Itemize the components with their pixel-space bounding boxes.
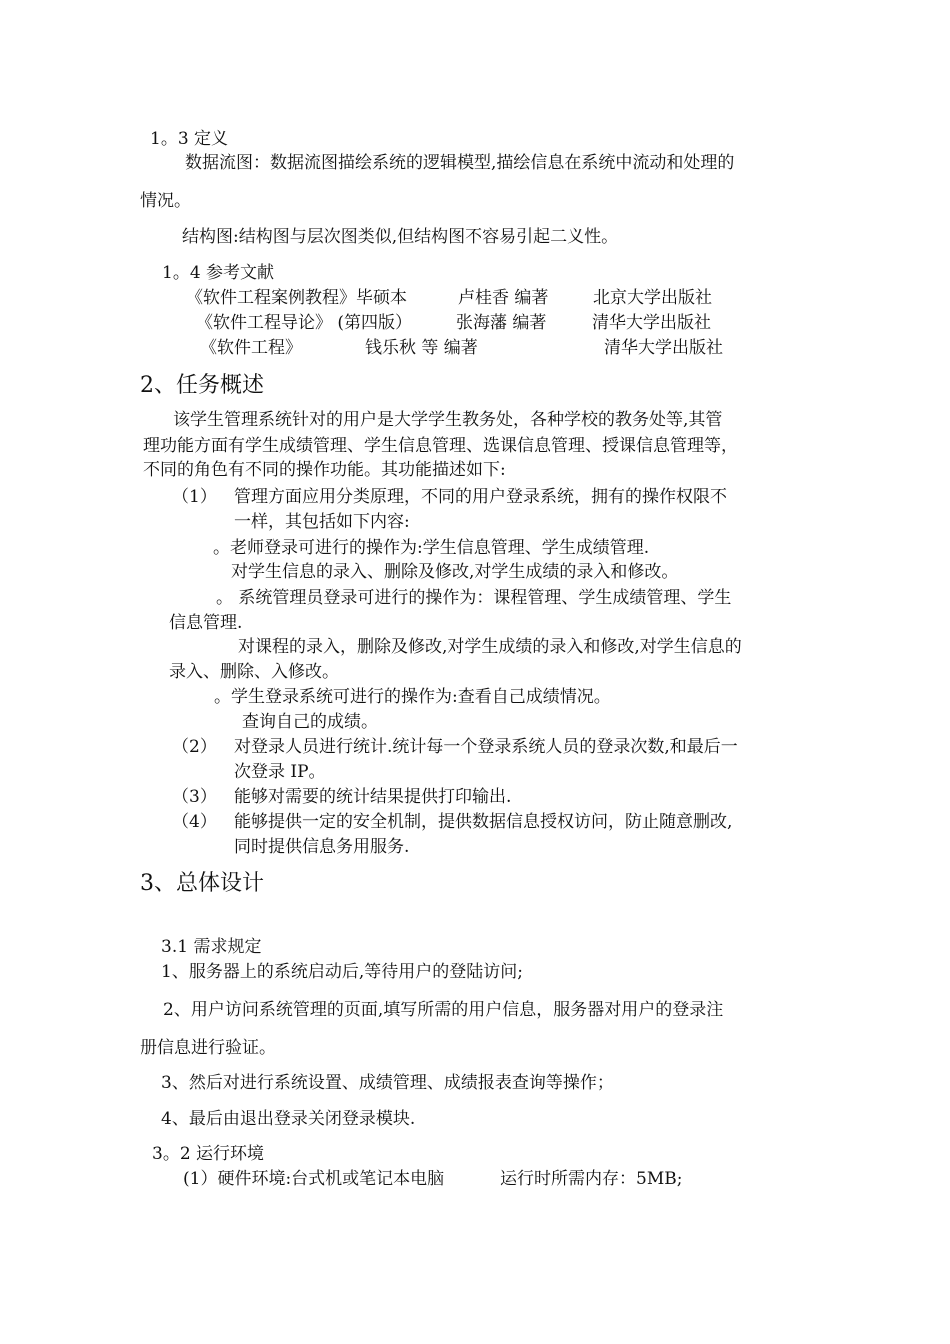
reference-authors: 张海藩 编著 [456,313,547,333]
list-item-2-line2: 次登录 IP。 [234,762,326,782]
list-item-number: （1） [172,487,217,507]
runtime-memory: 运行时所需内存：5MB; [500,1169,683,1189]
list-item-number: （2） [172,737,217,757]
admin-permissions-line4: 录入、删除、入修改。 [169,662,339,682]
list-item-3-line1: 能够对需要的统计结果提供打印输出. [234,787,512,807]
requirement-3: 3、然后对进行系统设置、成绩管理、成绩报表查询等操作； [161,1073,614,1093]
student-permissions-line1: 。学生登录系统可进行的操作为:查看自己成绩情况。 [214,687,611,707]
teacher-permissions-line2: 对学生信息的录入、删除及修改,对学生成绩的录入和修改。 [231,562,679,582]
subsection-3-2-heading: 3。2 运行环境 [152,1144,265,1164]
hardware-environment: (1）硬件环境:台式机或笔记本电脑 [183,1169,445,1189]
section-1-3-heading: 1。3 定义 [150,129,229,149]
reference-authors: 钱乐秋 等 编著 [365,338,478,358]
reference-publisher: 北京大学出版社 [593,288,712,308]
dfd-definition-line1: 数据流图：数据流图描绘系统的逻辑模型,描绘信息在系统中流动和处理的 [185,153,735,173]
section-1-4-heading: 1。4 参考文献 [162,263,275,283]
requirement-2-line1: 2、用户访问系统管理的页面,填写所需的用户信息，服务器对用户的登录注 [163,1000,724,1020]
structure-chart-definition: 结构图:结构图与层次图类似,但结构图不容易引起二义性。 [182,227,619,247]
requirement-1: 1、服务器上的系统启动后,等待用户的登陆访问; [161,962,523,982]
teacher-permissions-line1: 。老师登录可进行的操作为:学生信息管理、学生成绩管理. [213,538,650,558]
list-item-1-line1: 管理方面应用分类原理，不同的用户登录系统，拥有的操作权限不 [234,487,727,507]
admin-permissions-line1: 。 系统管理员登录可进行的操作为：课程管理、学生成绩管理、学生 [216,588,732,608]
admin-permissions-line2: 信息管理. [169,613,243,633]
admin-permissions-line3: 对课程的录入，删除及修改,对学生成绩的录入和修改,对学生信息的 [238,637,742,657]
list-item-number: （4） [172,812,217,832]
reference-publisher: 清华大学出版社 [604,338,723,358]
task-intro-line2: 理功能方面有学生成绩管理、学生信息管理、选课信息管理、授课信息管理等， [143,436,738,456]
list-item-4-line2: 同时提供信息务用服务. [234,837,410,857]
list-item-number: （3） [172,787,217,807]
reference-authors: 卢桂香 编著 [458,288,549,308]
dfd-definition-line2: 情况。 [140,191,191,211]
task-intro-line1: 该学生管理系统针对的用户是大学学生教务处，各种学校的教务处等,其管 [173,410,723,430]
reference-title: 《软件工程案例教程》毕硕本 [186,288,407,308]
student-permissions-line2: 查询自己的成绩。 [242,712,378,732]
subsection-3-1-heading: 3.1 需求规定 [161,937,262,957]
section-3-heading: 3、总体设计 [140,871,264,896]
list-item-2-line1: 对登录人员进行统计.统计每一个登录系统人员的登录次数,和最后一 [234,737,738,757]
requirement-4: 4、最后由退出登录关闭登录模块. [161,1109,416,1129]
reference-title: 《软件工程导论》 (第四版） [196,313,413,333]
reference-title: 《软件工程》 [200,338,302,358]
section-2-heading: 2、任务概述 [140,373,264,398]
requirement-2-line2: 册信息进行验证。 [140,1038,276,1058]
task-intro-line3: 不同的角色有不同的操作功能。其功能描述如下: [143,460,506,480]
list-item-1-line2: 一样，其包括如下内容: [234,512,410,532]
reference-publisher: 清华大学出版社 [592,313,711,333]
list-item-4-line1: 能够提供一定的安全机制，提供数据信息授权访问，防止随意删改, [234,812,733,832]
